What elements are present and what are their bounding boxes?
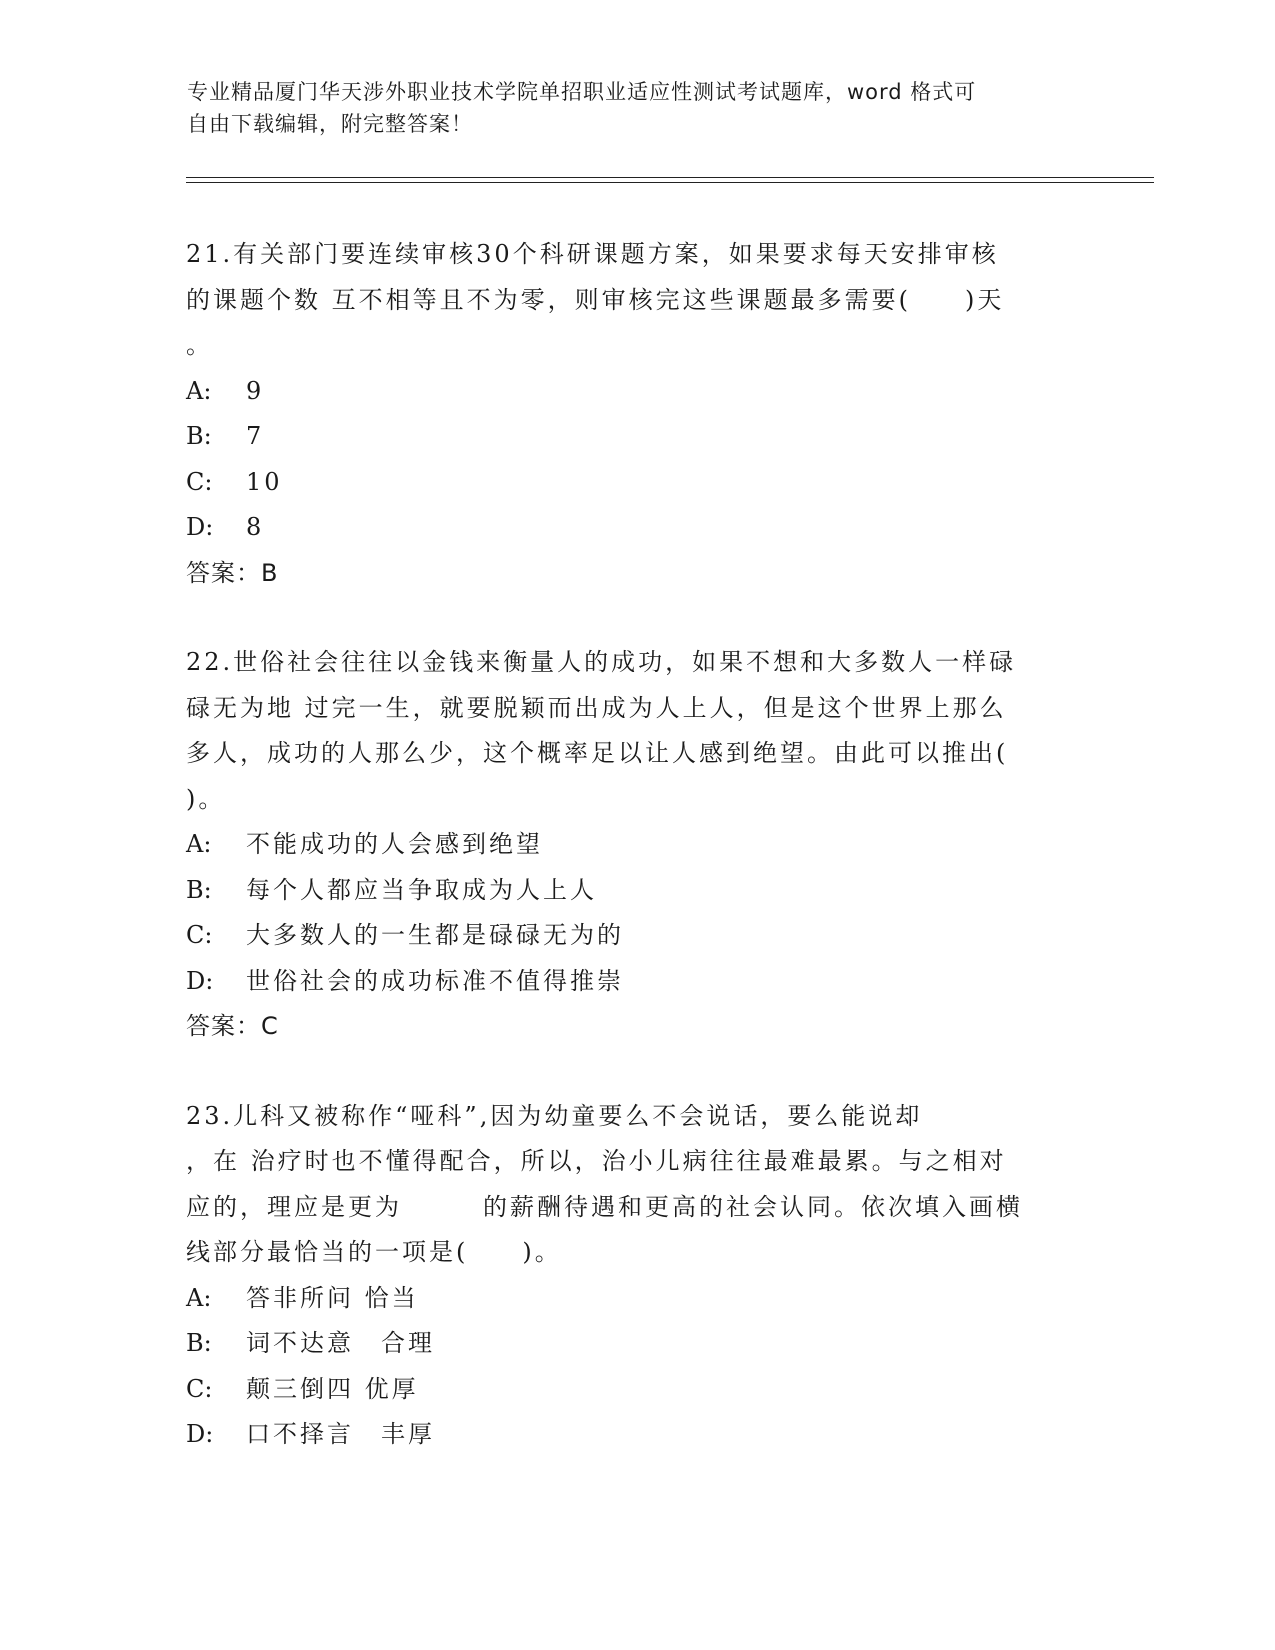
question-list xyxy=(186,232,1086,1502)
option-letter: D: xyxy=(186,966,214,995)
option-d xyxy=(186,1412,1086,1458)
stem-line: 碌无为地 过完一生，就要脱颖而出成为人上人，但是这个世界上那么 xyxy=(186,693,1007,722)
header-divider-bottom xyxy=(186,182,1154,183)
stem-line: 22.世俗社会往往以金钱来衡量人的成功，如果不想和大多数人一样碌 xyxy=(186,648,1017,676)
option-c xyxy=(186,460,1086,506)
option-a xyxy=(186,369,1086,415)
option-text: 颠三倒四 优厚 xyxy=(246,1374,419,1403)
question-22 xyxy=(186,640,1086,1050)
option-a xyxy=(186,822,1086,868)
option-text: 世俗社会的成功标准不值得推崇 xyxy=(246,966,624,995)
option-letter: A: xyxy=(186,376,212,405)
option-text: 不能成功的人会感到绝望 xyxy=(246,830,543,858)
document-header xyxy=(187,76,1087,140)
option-text: 口不择言 丰厚 xyxy=(246,1420,435,1448)
question-stem xyxy=(186,1094,1086,1276)
option-letter: B: xyxy=(186,422,212,450)
question-stem xyxy=(186,232,1086,369)
option-text: 8 xyxy=(246,513,265,541)
header-line-2: 自由下载编辑，附完整答案！ xyxy=(187,112,473,136)
option-text: 每个人都应当争取成为人上人 xyxy=(246,875,597,904)
option-c xyxy=(186,1367,1086,1413)
option-d xyxy=(186,959,1086,1005)
option-text: 大多数人的一生都是碌碌无为的 xyxy=(246,921,624,949)
option-text: 7 xyxy=(246,422,265,450)
option-b xyxy=(186,868,1086,914)
stem-line: 23.儿科又被称作“哑科”,因为幼童要么不会说话，要么能说却 xyxy=(186,1101,923,1130)
header-line-1: 专业精品厦门华天涉外职业技术学院单招职业适应性测试考试题库，word 格式可 xyxy=(187,80,977,104)
question-21 xyxy=(186,232,1086,596)
option-letter: A: xyxy=(186,830,212,858)
option-text: 答非所问 恰当 xyxy=(246,1283,419,1312)
answer-label: 答案：C xyxy=(186,1012,279,1040)
option-text: 词不达意 合理 xyxy=(246,1329,435,1357)
option-letter: B: xyxy=(186,1329,212,1357)
option-letter: B: xyxy=(186,875,212,904)
stem-line: 21.有关部门要连续审核30个科研课题方案，如果要求每天安排审核 xyxy=(186,240,999,268)
option-b xyxy=(186,414,1086,460)
option-letter: C: xyxy=(186,1374,213,1403)
option-letter: C: xyxy=(186,467,213,496)
stem-line: 线部分最恰当的一项是( )。 xyxy=(186,1238,562,1266)
answer-label: 答案：B xyxy=(186,558,279,587)
option-c xyxy=(186,913,1086,959)
stem-line: 多人，成功的人那么少，这个概率足以让人感到绝望。由此可以推出( xyxy=(186,739,1009,767)
option-letter: D: xyxy=(186,513,214,541)
option-text: 10 xyxy=(246,467,283,496)
option-a xyxy=(186,1276,1086,1322)
stem-line: 应的，理应是更为 的薪酬待遇和更高的社会认同。依次填入画横 xyxy=(186,1192,1023,1221)
header-divider-top xyxy=(186,177,1154,178)
question-stem xyxy=(186,640,1086,822)
option-b xyxy=(186,1321,1086,1367)
stem-line: 的课题个数 互不相等且不为零，则审核完这些课题最多需要( )天 xyxy=(186,285,1005,314)
stem-line: )。 xyxy=(186,784,226,813)
option-letter: A: xyxy=(186,1283,212,1312)
stem-line: 。 xyxy=(186,331,213,359)
option-letter: C: xyxy=(186,921,213,949)
question-23 xyxy=(186,1094,1086,1458)
option-text: 9 xyxy=(246,376,265,405)
option-letter: D: xyxy=(186,1420,214,1448)
stem-line: ，在 治疗时也不懂得配合，所以，治小儿病往往最难最累。与之相对 xyxy=(186,1147,1007,1175)
option-d xyxy=(186,505,1086,551)
